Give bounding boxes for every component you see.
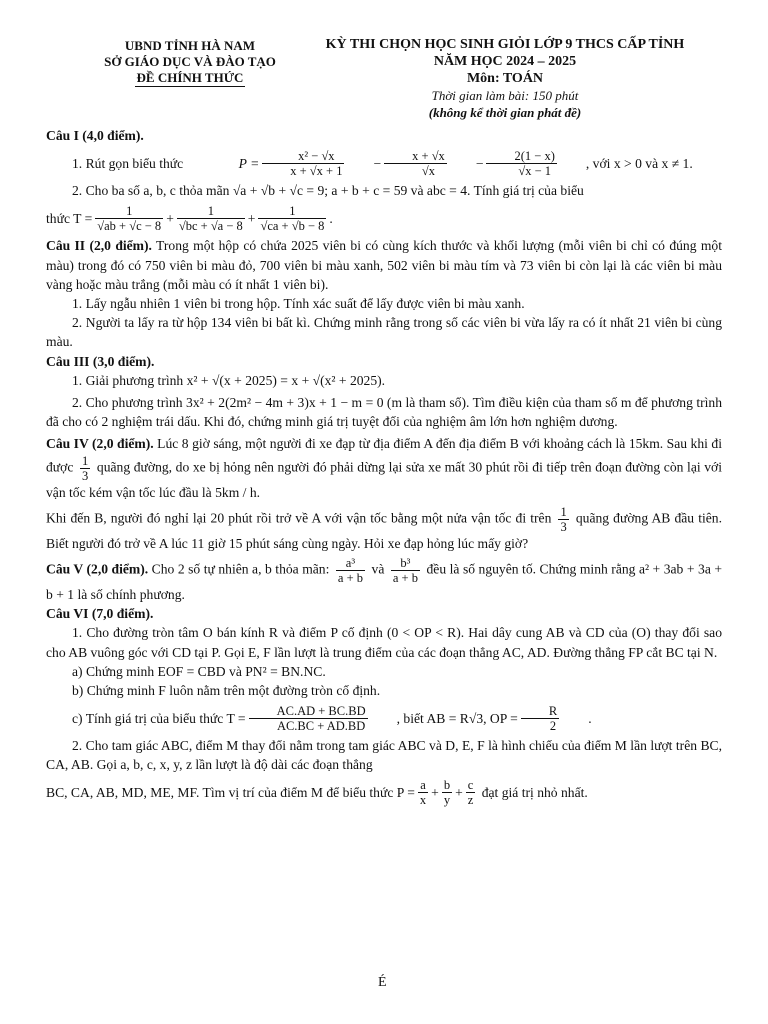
q6-part1c: c) Tính giá trị của biểu thức T = $\frac{AC.AD + BC.BD}{AC.BC + AD.BD}$ , biết AB = R√3, OP = $\frac{R}{2}$ . xyxy=(72,703,592,733)
fraction: $\frac{1}{√bc + √a - 8}$ xyxy=(178,203,243,233)
q6-heading: Câu VI (7,0 điểm). xyxy=(46,606,154,622)
exam-title: KỲ THI CHỌN HỌC SINH GIỎI LỚP 9 THCS CẤP TỈNH xyxy=(325,37,685,52)
q2-intro: Câu II (2,0 điểm). Trong một hộp có chứa 2025 viên bi có cùng kích thước và khối lượng (mỗi viên bi chỉ có đúng một màu) trong đó có 750 viên bi màu đỏ, 700 viên bi màu xanh, 502 viên bi màu tím và 73 viên bi còn lại là các viên bi màu vàng hoặc màu trắng (mỗi màu có ít nhất 1 viên bi). xyxy=(46,238,722,292)
department-name: SỞ GIÁO DỤC VÀ ĐÀO TẠO xyxy=(104,54,276,69)
q1-heading: Câu I (4,0 điểm). xyxy=(46,128,144,143)
q6-part2-expr: BC, CA, AB, MD, ME, MF. Tìm vị trí của điểm M để biểu thức P = $\frac{a}{x}$ + $\frac{b}{y}$ + $\frac{c}{z}$ đạt giá trị nhỏ nhất. xyxy=(46,778,588,808)
q4-text: Câu IV (2,0 điểm). Lúc 8 giờ sáng, một người đi xe đạp từ địa điểm A đến địa điểm B với khoảng cách là 15km. Sau khi đi được $\frac{1}{3}$ quãng đường, do xe bị hỏng nên người đó phải dừng lại sửa xe mất 30 phút rồi đi tiếp trên đoạn đường còn lại với vận tốc kém vận tốc lúc đầu là 5km / h. xyxy=(46,436,723,500)
fraction: $\frac{1}{3}$ xyxy=(82,453,89,483)
header-left xyxy=(90,38,290,87)
fraction: $\frac{2(1 - x)}{√x - 1}$ xyxy=(486,149,556,178)
header-right xyxy=(300,36,710,121)
fraction: $\frac{AC.AD + BC.BD}{AC.BC + AD.BD}$ xyxy=(249,704,368,733)
fraction: $\frac{R}{2}$ xyxy=(521,704,559,733)
fraction: $\frac{b}{y}$ xyxy=(443,778,451,808)
q2-part1: 1. Lấy ngẫu nhiên 1 viên bi trong hộp. Tính xác suất để lấy được viên bi màu xanh. xyxy=(72,296,525,312)
fraction: $\frac{1}{√ca + √b - 8}$ xyxy=(260,203,325,233)
q6-part2: 2. Cho tam giác ABC, điểm M thay đổi nằm trong tam giác ABC và D, E, F là hình chiếu của điểm M lần lượt trên BC, CA, AB. Gọi a, b, c, x, y, z lần lượt là độ dài các đoạn thẳng xyxy=(46,738,722,773)
subject: Môn: TOÁN xyxy=(466,71,544,86)
official-label: ĐỀ CHÍNH THỨC xyxy=(136,70,244,85)
q1-part1: 1. Rút gọn biểu thức P = $\frac{\text{x² − √x}}{x + √x + 1}$ − $\frac{x + √x}{√x}$ − $\frac{2(1 - x)}{√x - 1}$ , với x > 0 và x ≠ 1. xyxy=(72,148,693,178)
q6-part1a: a) Chứng minh EOF = CBD và PN² = BN.NC. xyxy=(72,663,326,679)
time-limit: Thời gian làm bài: 150 phút xyxy=(431,88,579,103)
school-year: NĂM HỌC 2024 – 2025 xyxy=(433,54,577,69)
q6-part1b: b) Chứng minh F luôn nằm trên một đường tròn cố định. xyxy=(72,683,381,699)
fraction: $\frac{1}{3}$ xyxy=(560,504,567,534)
q1-part2-expr: thức T = $\frac{1}{√ab + √c - 8}$ + $\frac{1}{√bc + √a - 8}$ + $\frac{1}{√ca + √b - 8}$ . xyxy=(46,203,333,233)
fraction: $\frac{x + √x}{√x}$ xyxy=(384,149,447,178)
exam-body xyxy=(46,126,722,811)
page-mark: É xyxy=(378,975,387,990)
time-note: (không kể thời gian phát đề) xyxy=(428,105,582,120)
fraction: $\frac{a}{x}$ xyxy=(419,778,427,808)
q6-part1: 1. Cho đường tròn tâm O bán kính R và điểm P cố định (0 < OP < R). Hai dây cung AB và CD của (O) thay đổi sao cho AB vuông góc với CD tại P. Gọi E, F lần lượt là trung điểm của các đoạn thẳng AC, AD. Đường thẳng FP cắt BC tại N. xyxy=(46,625,722,660)
fraction: $\frac{\text{a³}}{a + b}$ xyxy=(337,556,363,586)
q2-part2: 2. Người ta lấy ra từ hộp 134 viên bi bất kì. Chứng minh rằng trong số các viên bi vừa lấy ra có ít nhất 21 viên bi cùng màu. xyxy=(46,315,722,350)
q5-text: Câu V (2,0 điểm). Cho 2 số tự nhiên a, b thỏa mãn: $\frac{\text{a³}}{a + b}$ và $\frac{\text{b³}}{a + b}$ đều là số nguyên tố. Chứng minh rằng a² + 3ab + 3a + b + 1 là số chính phương. xyxy=(46,556,723,603)
q4-text-2: Khi đến B, người đó nghỉ lại 20 phút rồi trở về A với vận tốc bằng một nửa vận tốc đi trên $\frac{1}{3}$ quãng đường AB đầu tiên. Biết người đó trở về A lúc 11 giờ 15 phút sáng cùng ngày. Hỏi xe đạp hỏng lúc mấy giờ? xyxy=(46,504,722,551)
fraction: $\frac{1}{√ab + √c - 8}$ xyxy=(97,203,162,233)
authority-name: UBND TỈNH HÀ NAM xyxy=(124,38,256,53)
q1-part2: 2. Cho ba số a, b, c thỏa mãn √a + √b + √c = 9; a + b + c = 59 và abc = 4. Tính giá trị của biểu xyxy=(72,183,584,199)
q3-part2: 2. Cho phương trình 3x² + 2(2m² − 4m + 3)x + 1 − m = 0 (m là tham số). Tìm điều kiện của tham số m để phương trình đã cho có 2 nghiệm trái dấu. Khi đó, chứng minh giá trị tuyệt đối của nghiệm âm lớn hơn nghiệm dương. xyxy=(46,395,722,430)
fraction: $\frac{c}{z}$ xyxy=(467,778,474,808)
q3-part1: 1. Giải phương trình x² + √(x + 2025) = x + √(x² + 2025). xyxy=(72,372,386,388)
fraction: $\frac{\text{x² − √x}}{x + √x + 1}$ xyxy=(262,149,344,178)
q3-heading: Câu III (3,0 điểm). xyxy=(46,353,155,369)
fraction: $\frac{\text{b³}}{a + b}$ xyxy=(392,556,418,586)
